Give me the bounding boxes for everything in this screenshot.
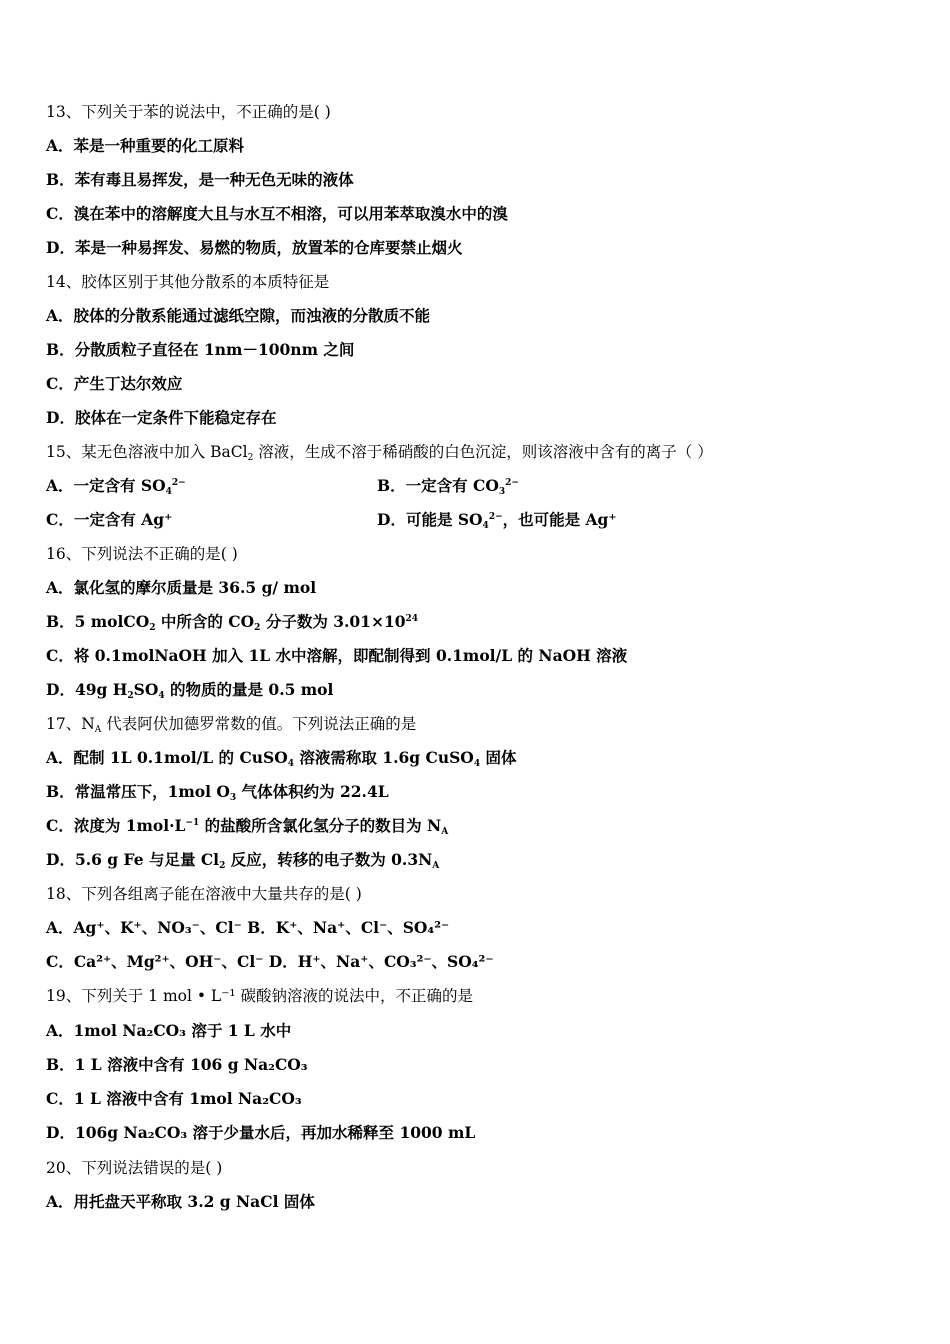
- question-14-option-b: B．分散质粒子直径在 1nm－100nm 之间: [46, 340, 355, 359]
- question-16-option-b: B．5 molCO$_2$ 中所含的 $CO_2$ 分子数为 $3.01\times 10^{24}$: [46, 612, 419, 633]
- question-13-option-b: B．苯有毒且易挥发，是一种无色无味的液体: [46, 170, 354, 189]
- question-17-option-d: D．5.6 g Fe 与足量 $Cl_2$ 反应，转移的电子数为 $0.3N_A$: [46, 850, 440, 871]
- question-15-option-a: A．一定含有 $SO_4^{2-}$: [46, 476, 186, 497]
- question-19-option-b: B．1 L 溶液中含有 106 g Na₂CO₃: [46, 1055, 308, 1074]
- question-20-option-a: A．用托盘天平称取 3.2 g NaCl 固体: [46, 1192, 315, 1211]
- question-17-stem: 17、$N_A$ 代表阿伏加德罗常数的值。下列说法正确的是: [46, 715, 417, 735]
- question-15-option-c: C．一定含有 Ag⁺: [46, 510, 173, 529]
- question-14-option-d: D．胶体在一定条件下能稳定存在: [46, 408, 277, 427]
- question-15-options-ab: [46, 473, 906, 499]
- question-16-option-d: D．49g $H_2SO_4$ 的物质的量是 0.5 mol: [46, 680, 334, 701]
- question-17-option-b: B．常温常压下，1mol $O_3$ 气体体积约为 22.4L: [46, 782, 389, 803]
- question-15-option-b: B．一定含有 $CO_3^{2-}$: [377, 476, 519, 497]
- question-18-options-ab: A．Ag⁺、K⁺、NO₃⁻、Cl⁻ B．K⁺、Na⁺、Cl⁻、SO₄²⁻: [46, 918, 450, 937]
- question-19-stem: 19、下列关于 1 mol • L⁻¹ 碳酸钠溶液的说法中，不正确的是: [46, 987, 474, 1005]
- question-13-option-d: D．苯是一种易挥发、易燃的物质，放置苯的仓库要禁止烟火: [46, 238, 463, 257]
- question-16-option-a: A．氯化氢的摩尔质量是 36.5 g/ mol: [46, 578, 317, 597]
- question-17-option-a: A．配制 1L 0.1mol/L 的 CuSO$_4$ 溶液需称取 1.6g CuSO$_4$ 固体: [46, 748, 517, 769]
- question-16-stem: 16、下列说法不正确的是( ): [46, 545, 238, 563]
- question-14-option-a: A．胶体的分散系能通过滤纸空隙，而浊液的分散质不能: [46, 306, 431, 325]
- question-18-options-cd: C．Ca²⁺、Mg²⁺、OH⁻、Cl⁻ D．H⁺、Na⁺、CO₃²⁻、SO₄²⁻: [46, 952, 494, 971]
- question-14-option-c: C．产生丁达尔效应: [46, 374, 183, 393]
- question-15-option-d: D．可能是 $SO_4^{2-}$，也可能是 Ag⁺: [377, 510, 617, 531]
- question-19-option-a: A．1mol Na₂CO₃ 溶于 1 L 水中: [46, 1021, 292, 1040]
- question-15-stem: 15、某无色溶液中加入 BaCl$_2$ 溶液，生成不溶于稀硝酸的白色沉淀，则该溶液中含有的离子（ ）: [46, 443, 713, 463]
- question-17-option-c: C．浓度为 $1mol\cdot L^{-1}$ 的盐酸所含氯化氢分子的数目为 $N_A$: [46, 816, 449, 837]
- question-13-stem: 13、下列关于苯的说法中，不正确的是( ): [46, 103, 331, 121]
- question-15-options-cd: [46, 507, 906, 533]
- question-19-option-c: C．1 L 溶液中含有 1mol Na₂CO₃: [46, 1089, 302, 1108]
- question-16-option-c: C．将 0.1molNaOH 加入 1L 水中溶解，即配制得到 0.1mol/L 的 NaOH 溶液: [46, 646, 628, 665]
- question-14-stem: 14、胶体区别于其他分散系的本质特征是: [46, 273, 330, 291]
- question-20-stem: 20、下列说法错误的是( ): [46, 1159, 223, 1177]
- question-13-option-c: C．溴在苯中的溶解度大且与水互不相溶，可以用苯萃取溴水中的溴: [46, 204, 508, 223]
- question-19-option-d: D．106g Na₂CO₃ 溶于少量水后，再加水稀释至 1000 mL: [46, 1123, 476, 1142]
- question-18-stem: 18、下列各组离子能在溶液中大量共存的是( ): [46, 885, 362, 903]
- question-13-option-a: A．苯是一种重要的化工原料: [46, 136, 245, 155]
